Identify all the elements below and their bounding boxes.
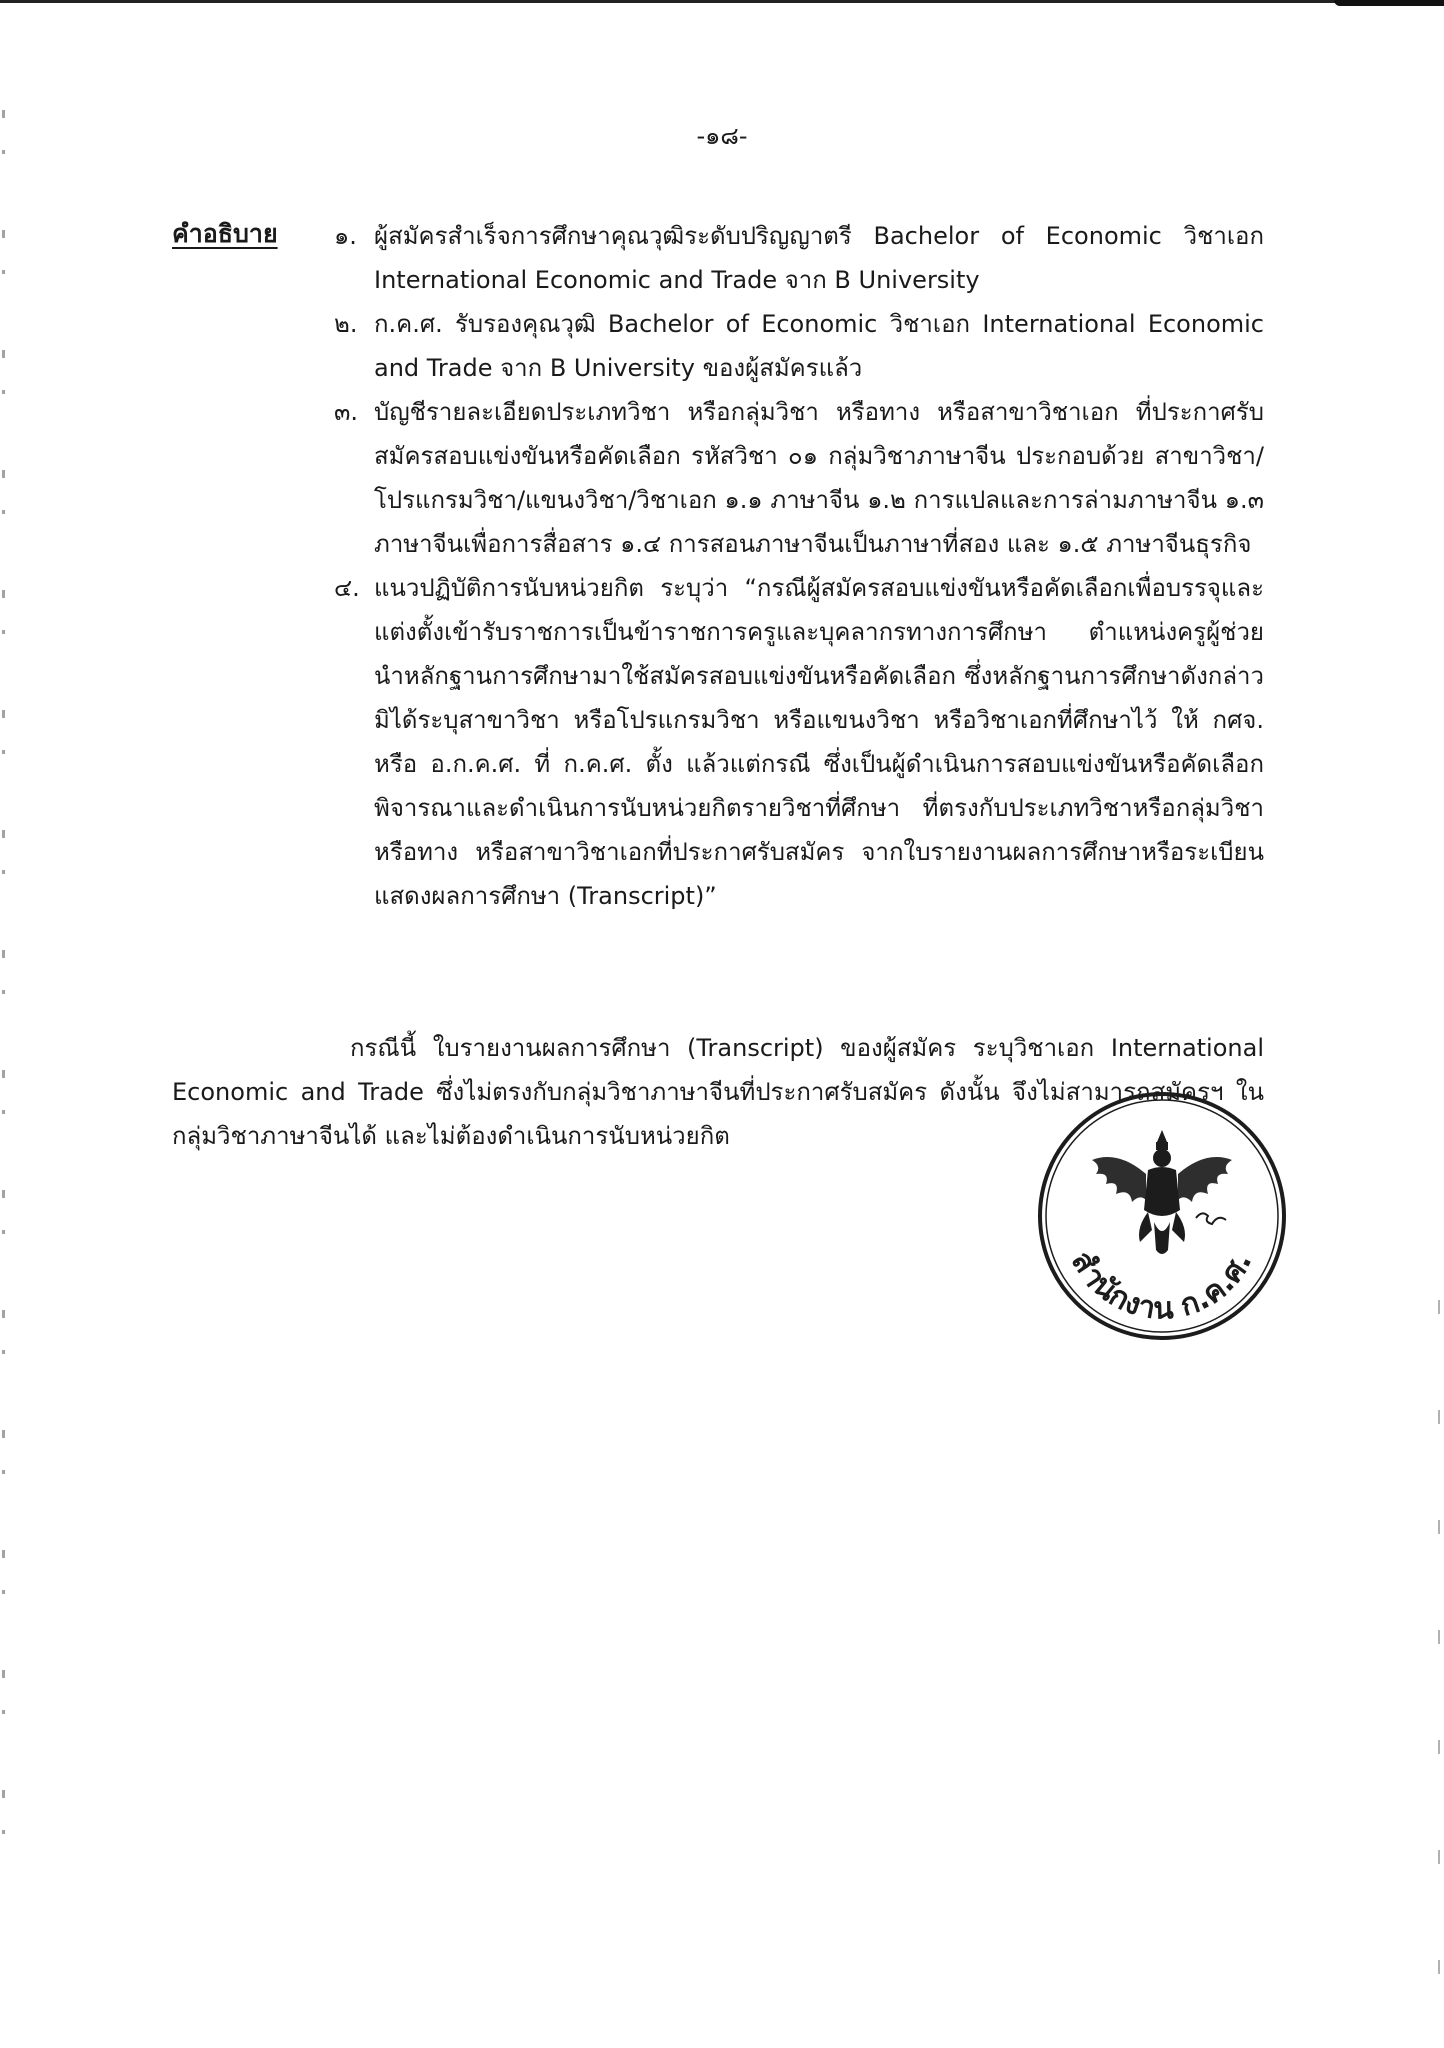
- seal-text: สำนักงาน ก.ค.ศ.: [1063, 1244, 1260, 1327]
- list-item: [334, 302, 1264, 390]
- garuda-emblem-icon: [1092, 1130, 1232, 1254]
- list-item: [334, 390, 1264, 566]
- scan-top-border: [0, 0, 1444, 3]
- item-number: ๓.: [334, 398, 359, 426]
- scan-right-edge-marks: [1438, 1300, 1440, 2000]
- explanation-list: [334, 214, 1264, 918]
- list-item: [334, 566, 1264, 918]
- item-number: ๑.: [334, 222, 357, 250]
- item-text: ก.ค.ศ. รับรองคุณวุฒิ Bachelor of Economic วิชาเอก International Economic and Trade จาก B University ของผู้สมัครแล้ว: [374, 310, 1264, 382]
- office-seal-stamp: [1036, 1090, 1288, 1342]
- scan-top-border-tail: [1334, 0, 1444, 6]
- item-text: ผู้สมัครสำเร็จการศึกษาคุณวุฒิระดับปริญญาตรี Bachelor of Economic วิชาเอก International Economic and Trade จาก B University: [374, 222, 1264, 294]
- item-number: ๔.: [334, 574, 360, 602]
- page-number: -๑๘-: [696, 122, 748, 150]
- item-text: แนวปฏิบัติการนับหน่วยกิต ระบุว่า “กรณีผู้สมัครสอบแข่งขันหรือคัดเลือกเพื่อบรรจุและแต่งตั้งเข้ารับราชการเป็นข้าราชการครูและบุคลากรทางการศึกษา ตำแหน่งครูผู้ช่วย นำหลักฐานการศึกษามาใช้สมัครสอบแข่งขันหรือคัดเลือก ซึ่งหลักฐานการศึกษาดังกล่าวมิได้ระบุสาขาวิชา หรือโปรแกรมวิชา หรือแขนงวิชา หรือวิชาเอกที่ศึกษาไว้ ให้ กศจ. หรือ อ.ก.ค.ศ. ที่ ก.ค.ศ. ตั้ง แล้วแต่กรณี ซึ่งเป็นผู้ดำเนินการสอบแข่งขันหรือคัดเลือกพิจารณาและดำเนินการนับหน่วยกิตรายวิชาที่ศึกษา ที่ตรงกับประเภทวิชาหรือกลุ่มวิชา หรือทาง หรือสาขาวิชาเอกที่ประกาศรับสมัคร จากใบรายงานผลการศึกษาหรือระเบียนแสดงผลการศึกษา (Transcript)”: [374, 574, 1264, 910]
- list-item: [334, 214, 1264, 302]
- scan-left-edge-marks: [2, 110, 5, 1910]
- item-number: ๒.: [334, 310, 358, 338]
- closing-paragraph: กรณีนี้ ใบรายงานผลการศึกษา (Transcript) ของผู้สมัคร ระบุวิชาเอก International Economic and Trade ซึ่งไม่ตรงกับกลุ่มวิชาภาษาจีนที่ประกาศรับสมัคร ดังนั้น จึงไม่สามารถสมัครฯ ในกลุ่มวิชาภาษาจีนได้ และไม่ต้องดำเนินการนับหน่วยกิต: [172, 1034, 1264, 1150]
- item-text: บัญชีรายละเอียดประเภทวิชา หรือกลุ่มวิชา หรือทาง หรือสาขาวิชาเอก ที่ประกาศรับสมัครสอบแข่งขันหรือคัดเลือก รหัสวิชา ๐๑ กลุ่มวิชาภาษาจีน ประกอบด้วย สาขาวิชา/โปรแกรมวิชา/แขนงวิชา/วิชาเอก ๑.๑ ภาษาจีน ๑.๒ การแปลและการล่ามภาษาจีน ๑.๓ ภาษาจีนเพื่อการสื่อสาร ๑.๔ การสอนภาษาจีนเป็นภาษาที่สอง และ ๑.๕ ภาษาจีนธุรกิจ: [374, 398, 1264, 558]
- explanation-heading: คำอธิบาย: [172, 219, 278, 248]
